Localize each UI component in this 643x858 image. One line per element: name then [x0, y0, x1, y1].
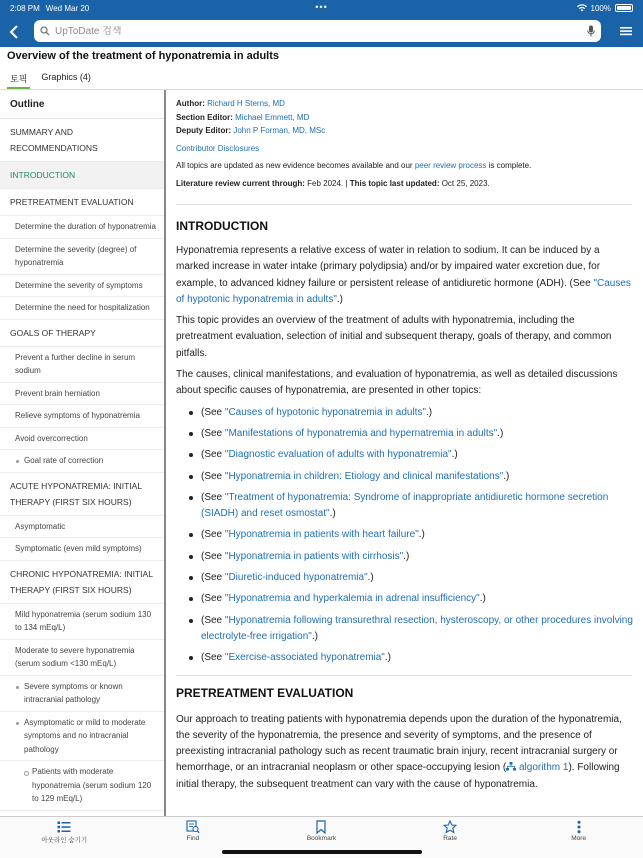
search-input[interactable]	[55, 26, 587, 37]
outline-item[interactable]: SUMMARY AND RECOMMENDATIONS	[0, 119, 164, 162]
related-topic-item: (See "Exercise-associated hyponatremia".)	[189, 650, 634, 666]
outline-item[interactable]: Mild hyponatremia (serum sodium 130 to 134 mEq/L)	[0, 604, 164, 640]
algorithm-link[interactable]: algorithm 1	[518, 762, 569, 774]
outline-item[interactable]: ACUTE HYPONATREMIA: INITIAL THERAPY (FIRST SIX HOURS)	[0, 473, 164, 516]
related-topic-link[interactable]: "Hyponatremia and hyperkalemia in adrenal insufficiency"	[224, 593, 480, 605]
multitasking-dots-icon[interactable]: •••	[315, 2, 328, 12]
pretreatment-paragraph: Our approach to treating patients with hyponatremia depends upon the duration of the hyponatremia, the severity of the hyponatremia, the presence and severity of symptoms, and the presence of preexisting intracranial pathology such as recent traumatic brain injury, recent intracranial surgery or hemorrhage, or an intracranial neoplasm or other space-occupying lesion ( algorithm 1). Following initial therapy, the subsequent treatment can vary with the cause of hyponatremia.	[176, 713, 622, 790]
battery-icon	[615, 4, 633, 12]
related-topics-list	[189, 405, 634, 667]
causes-link[interactable]: "Causes of hypotonic hyponatremia in adults"	[176, 277, 631, 305]
outline-item[interactable]: Avoid overcorrection	[0, 428, 164, 451]
intro-paragraph-3: The causes, clinical manifestations, and evaluation of hyponatremia, as well as detailed discussions about specific causes of hyponatremia, are presented in other topics:	[176, 369, 618, 397]
related-topic-item: (See "Hyponatremia and hyperkalemia in adrenal insufficiency".)	[189, 591, 634, 607]
chevron-left-icon	[9, 25, 19, 39]
intro-paragraph-2: This topic provides an overview of the treatment of adults with hyponatremia, including the pretreatment evaluation, selection of initial and subsequent therapy, goals of therapy, and common pitfalls.	[176, 315, 612, 359]
deputy-editor-link[interactable]: John P Forman, MD, MSc	[233, 126, 326, 135]
related-topic-item: (See "Causes of hypotonic hyponatremia in adults".)	[189, 405, 634, 421]
tab-graphics[interactable]: Graphics (4)	[41, 72, 91, 82]
hamburger-menu-icon	[619, 24, 633, 38]
related-topic-link[interactable]: "Hyponatremia in patients with heart failure"	[224, 529, 419, 541]
battery-percent: 100%	[590, 3, 611, 13]
update-text-end: is complete.	[486, 161, 532, 170]
more-vertical-icon	[572, 820, 586, 834]
lit-review-label: Literature review current through:	[176, 178, 305, 188]
wifi-icon	[577, 4, 587, 12]
home-indicator[interactable]	[222, 850, 422, 854]
author-link[interactable]: Richard H Sterns, MD	[207, 99, 285, 108]
related-topic-item: (See "Hyponatremia following transurethral resection, hysteroscopy, or other procedures involving electrolyte-free irrigation".)	[189, 613, 634, 646]
deputy-editor-label: Deputy Editor:	[176, 126, 232, 135]
lit-review-value: Feb 2024. |	[304, 178, 350, 188]
more-label: More	[571, 835, 587, 842]
star-icon	[443, 820, 457, 834]
back-button[interactable]	[1, 16, 27, 47]
section-editor-link[interactable]: Michael Emmett, MD	[235, 112, 310, 122]
status-time: 2:08 PM	[10, 3, 40, 13]
author-info	[176, 97, 634, 138]
divider	[176, 204, 632, 205]
related-topic-link[interactable]: "Diuretic-induced hyponatremia"	[224, 572, 368, 584]
related-topic-item: (See "Diagnostic evaluation of adults with hyponatremia".)	[189, 447, 634, 463]
related-topic-item: (See "Diuretic-induced hyponatremia".)	[189, 570, 634, 586]
status-bar	[0, 0, 643, 16]
tab-topic[interactable]: 토픽	[10, 68, 27, 90]
search-icon	[40, 26, 50, 36]
outline-heading: Outline	[0, 90, 164, 119]
outline-panel	[0, 90, 166, 816]
outline-list	[0, 119, 164, 811]
related-topic-item: (See "Treatment of hyponatremia: Syndrome of inappropriate antidiuretic hormone secretion (SIADH) and reset osmostat".)	[189, 490, 634, 523]
outline-item[interactable]: Relieve symptoms of hyponatremia	[0, 405, 164, 428]
outline-item[interactable]: Goal rate of correction	[0, 450, 164, 473]
outline-item[interactable]: Prevent brain herniation	[0, 383, 164, 406]
section-editor-label: Section Editor:	[176, 112, 233, 122]
related-topic-item: (See "Hyponatremia in patients with cirrhosis".)	[189, 549, 634, 565]
divider	[176, 675, 632, 676]
search-box[interactable]	[34, 20, 601, 42]
more-button[interactable]	[514, 817, 643, 858]
bookmark-icon	[314, 820, 328, 834]
related-topic-link[interactable]: "Causes of hypotonic hyponatremia in adults"	[224, 406, 427, 418]
outline-item[interactable]: Patients with moderate hyponatremia (serum sodium 120 to 129 mEq/L)	[0, 761, 164, 811]
related-topic-link[interactable]: "Hyponatremia following transurethral resection, hysteroscopy, or other procedures involving electrolyte-free irrigation"	[201, 614, 633, 642]
last-updated-value: Oct 25, 2023.	[439, 178, 490, 188]
page-title: Overview of the treatment of hyponatremia in adults	[7, 50, 279, 62]
last-updated-label: This topic last updated:	[349, 178, 440, 188]
outline-item[interactable]: INTRODUCTION	[0, 162, 164, 189]
related-topic-item: (See "Manifestations of hyponatremia and hypernatremia in adults".)	[189, 426, 634, 442]
outline-item[interactable]: Determine the severity of symptoms	[0, 275, 164, 298]
peer-review-link[interactable]: peer review process	[414, 161, 487, 170]
status-date: Wed Mar 20	[45, 3, 90, 13]
outline-item[interactable]: CHRONIC HYPONATREMIA: INITIAL THERAPY (FIRST SIX HOURS)	[0, 561, 164, 604]
nav-bar	[0, 16, 643, 47]
outline-item[interactable]: Moderate to severe hyponatremia (serum sodium <130 mEq/L)	[0, 640, 164, 676]
bookmark-label: Bookmark	[306, 835, 337, 842]
introduction-heading: INTRODUCTION	[176, 219, 268, 233]
contributor-disclosures-link[interactable]: Contributor Disclosures	[176, 143, 260, 153]
outline-item[interactable]: Severe symptoms or known intracranial pathology	[0, 676, 164, 712]
outline-item[interactable]: Symptomatic (even mild symptoms)	[0, 538, 164, 561]
topic-content	[176, 90, 634, 816]
find-icon	[186, 820, 200, 834]
outline-item[interactable]: PRETREATMENT EVALUATION	[0, 189, 164, 216]
outline-item[interactable]: GOALS OF THERAPY	[0, 320, 164, 347]
author-label: Author:	[176, 99, 205, 108]
related-topic-link[interactable]: "Treatment of hyponatremia: Syndrome of inappropriate antidiuretic hormone secretion (SIADH) and reset osmostat"	[201, 491, 609, 520]
related-topic-link[interactable]: "Diagnostic evaluation of adults with hyponatremia"	[224, 449, 452, 461]
algorithm-icon	[506, 762, 516, 771]
outline-item[interactable]: Asymptomatic or mild to moderate symptoms and no intracranial pathology	[0, 712, 164, 762]
outline-item[interactable]: Asymptomatic	[0, 516, 164, 539]
microphone-icon[interactable]	[587, 25, 595, 37]
topic-tabs	[0, 68, 643, 90]
rate-label: Rate	[443, 835, 457, 842]
related-topic-link[interactable]: "Hyponatremia in patients with cirrhosis"	[224, 550, 404, 562]
related-topic-link[interactable]: "Exercise-associated hyponatremia"	[224, 652, 385, 664]
hide-outline-label: 아웃라인 숨기기	[41, 837, 88, 844]
outline-list-icon	[57, 820, 71, 834]
hide-outline-button[interactable]	[0, 817, 129, 858]
outline-item[interactable]: Prevent a further decline in serum sodium	[0, 347, 164, 383]
related-topic-link[interactable]: "Manifestations of hyponatremia and hypernatremia in adults"	[224, 427, 498, 439]
outline-item[interactable]: Determine the need for hospitalization	[0, 297, 164, 320]
find-label: Find	[186, 835, 200, 842]
outline-item[interactable]: Determine the severity (degree) of hyponatremia	[0, 239, 164, 275]
related-topic-item: (See "Hyponatremia in patients with heart failure".)	[189, 527, 634, 543]
update-text: All topics are updated as new evidence becomes available and our	[176, 161, 415, 170]
related-topic-link[interactable]: "Hyponatremia in children: Etiology and clinical manifestations"	[224, 470, 504, 482]
related-topic-item: (See "Hyponatremia in children: Etiology and clinical manifestations".)	[189, 469, 634, 485]
intro-paragraph-1: Hyponatremia represents a relative excess of water in relation to sodium. It can be induced by a marked increase in water intake (primary polydipsia) and/or by impaired water excretion due, for example, to advanced kidney failure or persistent release of antidiuretic hormone (ADH). (See "Causes of hypotonic hyponatremia in adults".)	[176, 245, 631, 305]
pretreatment-heading: PRETREATMENT EVALUATION	[176, 685, 354, 700]
outline-item[interactable]: Determine the duration of hyponatremia	[0, 216, 164, 239]
hamburger-menu-button[interactable]	[619, 24, 633, 38]
